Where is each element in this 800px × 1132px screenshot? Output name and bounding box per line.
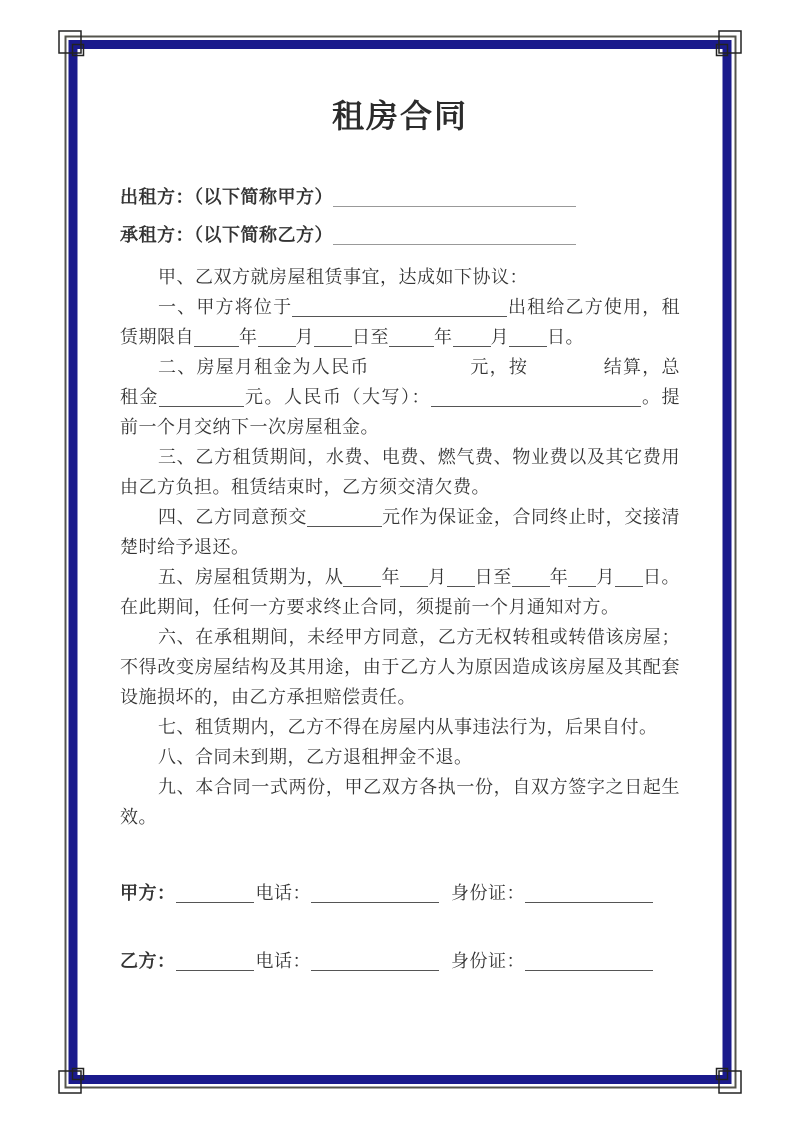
clauses-section <box>120 262 680 832</box>
clause-text: 六、在承租期间，未经甲方同意，乙方无权转租或转借该房屋；不得改变房屋结构及其用途，由于乙方人为原因造成该房屋及其配套设施损坏的，由乙方承担赔偿责任。 <box>120 627 680 707</box>
party-row <box>120 216 680 254</box>
clause-text: 年 <box>239 327 258 347</box>
clause-text: 元，按 <box>469 357 529 377</box>
fill-in-blank[interactable] <box>615 566 643 587</box>
fill-in-blank[interactable] <box>568 566 596 587</box>
id-card-blank[interactable] <box>525 950 653 971</box>
clause-text: 月 <box>428 567 447 587</box>
clause-text: 日至 <box>474 567 512 587</box>
fill-in-blank[interactable] <box>389 326 434 347</box>
clause-text: 九、本合同一式两份，甲乙双方各执一份，自双方签字之日起生效。 <box>120 777 680 827</box>
clause-text: 五、房屋租赁期为，从 <box>158 567 344 587</box>
clause-text: 月 <box>596 567 615 587</box>
party-label: 承租方： <box>120 225 194 245</box>
clause-paragraph <box>120 502 680 562</box>
clause-paragraph <box>120 262 680 292</box>
phone-label: 电话： <box>255 883 311 903</box>
signature-name-blank[interactable] <box>176 950 254 971</box>
clause-text: 二、房屋月租金为人民币 <box>158 357 370 377</box>
fill-in-blank[interactable] <box>453 326 491 347</box>
clause-paragraph <box>120 622 680 712</box>
fill-in-blank[interactable] <box>447 566 475 587</box>
signature-row <box>120 946 680 976</box>
clause-text: 日。在此期间，任何一方要求终止合同，须提前一个月通知对方。 <box>120 567 681 617</box>
clause-text: 日至 <box>352 327 389 347</box>
clause-text: 三、乙方租赁期间，水费、电费、燃气费、物业费以及其它费用由乙方负担。租赁结束时，乙方须交清欠费。 <box>120 447 680 497</box>
clause-text: 月 <box>295 327 314 347</box>
fill-in-space[interactable] <box>528 357 603 377</box>
id-card-label: 身份证： <box>451 951 525 971</box>
clause-paragraph <box>120 292 680 352</box>
id-card-blank[interactable] <box>525 882 653 903</box>
signature-row <box>120 878 680 908</box>
clause-text: 元作为保证金，合同终止时，交接清楚时给予退还。 <box>120 507 680 557</box>
phone-blank[interactable] <box>311 882 439 903</box>
clause-text: 四、乙方同意预交 <box>158 507 307 527</box>
clause-text: 年 <box>434 327 453 347</box>
fill-in-blank[interactable] <box>307 506 382 527</box>
signature-party-label: 甲方： <box>120 883 176 903</box>
signature-name-blank[interactable] <box>176 882 254 903</box>
clause-text: 月 <box>490 327 509 347</box>
clause-text: 一、甲方将位于 <box>158 297 293 317</box>
fill-in-space[interactable] <box>370 357 470 377</box>
phone-blank[interactable] <box>311 950 439 971</box>
fill-in-blank[interactable] <box>258 326 296 347</box>
fill-in-blank[interactable] <box>400 566 428 587</box>
fill-in-blank[interactable] <box>343 566 381 587</box>
clause-text: 。提前一个月交纳下一次房屋租金。 <box>120 387 680 437</box>
clause-paragraph <box>120 742 680 772</box>
clause-text: 日。 <box>547 327 584 347</box>
party-alias: （以下简称乙方） <box>194 225 333 245</box>
party-name-blank[interactable] <box>333 224 576 245</box>
party-row <box>120 178 680 216</box>
contract-page <box>120 96 680 976</box>
signatures-section <box>120 878 680 976</box>
fill-in-blank[interactable] <box>509 326 547 347</box>
party-label: 出租方： <box>120 187 194 207</box>
phone-label: 电话： <box>255 951 311 971</box>
signature-party-label: 乙方： <box>120 951 176 971</box>
fill-in-blank[interactable] <box>159 386 244 407</box>
fill-in-blank[interactable] <box>314 326 352 347</box>
fill-in-blank[interactable] <box>292 296 507 317</box>
fill-in-blank[interactable] <box>431 386 641 407</box>
clause-text: 年 <box>549 567 569 587</box>
document-title: 租房合同 <box>331 98 468 134</box>
party-alias: （以下简称甲方） <box>194 187 333 207</box>
parties-section <box>120 178 680 254</box>
clause-paragraph <box>120 442 680 502</box>
clause-text: 出租给乙方使用，租赁期限自 <box>120 297 680 347</box>
fill-in-blank[interactable] <box>512 566 550 587</box>
clause-text: 年 <box>381 567 401 587</box>
clause-paragraph <box>120 562 680 622</box>
clause-text: 八、合同未到期，乙方退租押金不退。 <box>158 747 473 767</box>
clause-text: 甲、乙双方就房屋租赁事宜，达成如下协议： <box>158 267 528 287</box>
fill-in-blank[interactable] <box>194 326 239 347</box>
id-card-label: 身份证： <box>451 883 525 903</box>
clause-text: 七、租赁期内，乙方不得在房屋内从事违法行为，后果自付。 <box>158 717 658 737</box>
clause-paragraph <box>120 772 680 832</box>
party-name-blank[interactable] <box>333 186 576 207</box>
clause-text: 元。人民币（大写）： <box>244 387 431 407</box>
clause-paragraph <box>120 712 680 742</box>
clause-paragraph <box>120 352 680 442</box>
clause-text: 结算，总租金 <box>120 357 681 407</box>
